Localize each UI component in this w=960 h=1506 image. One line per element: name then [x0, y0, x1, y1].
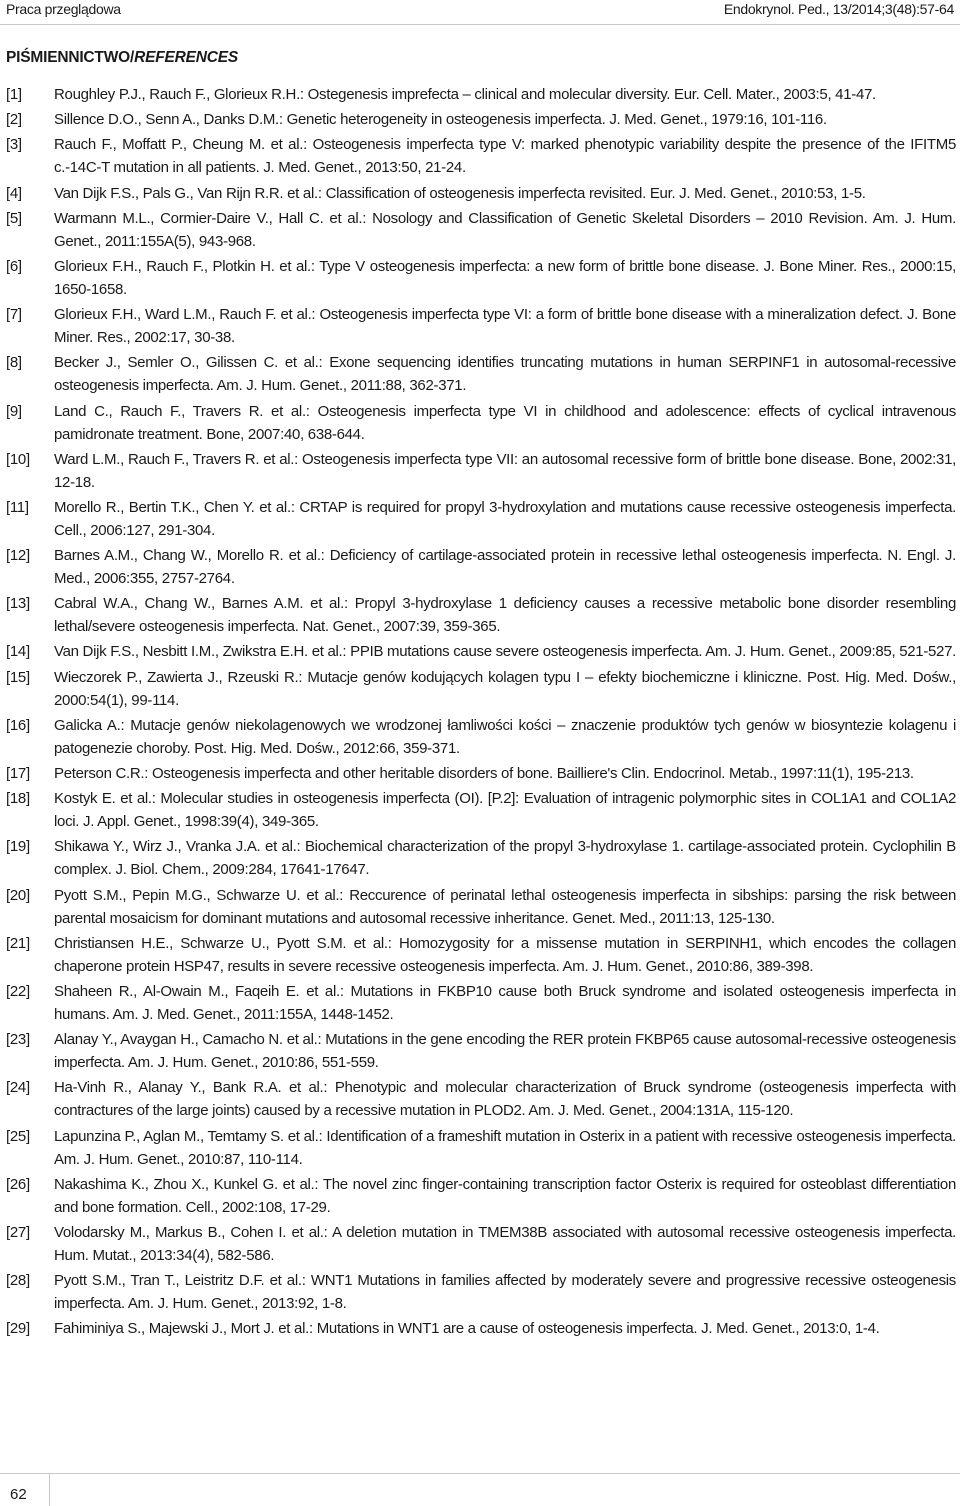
- header-divider: [0, 24, 960, 25]
- reference-number: [25]: [6, 1127, 30, 1145]
- reference-item: [0, 448, 960, 494]
- reference-text: Nakashima K., Zhou X., Kunkel G. et al.: The novel zinc finger-containing transcription factor Osterix is required for osteoblast differentiation and bone formation. Cell., 2002:108, 17-29.: [54, 1175, 956, 1216]
- footer-divider: [0, 1473, 960, 1474]
- section-title: [6, 49, 238, 67]
- reference-number: [29]: [6, 1320, 30, 1338]
- reference-text: Glorieux F.H., Ward L.M., Rauch F. et al.: Osteogenesis imperfecta type VI: a form of brittle bone disease with a mineralization defect. J. Bone Miner. Res., 2002:17, 30-38.: [54, 306, 956, 347]
- reference-text: Peterson C.R.: Osteogenesis imperfecta and other heritable disorders of bone. Bailliere's Clin. Endocrinol. Metab., 1997:11(1), 195-213.: [54, 765, 914, 782]
- reference-text: Land C., Rauch F., Travers R. et al.: Osteogenesis imperfecta type VI in childhood and adolescence: effects of cyclical intravenous pamidronate treatment. Bone, 2007:40, 638-644.: [54, 402, 956, 443]
- reference-number: [2]: [6, 111, 22, 129]
- reference-item: [0, 932, 960, 978]
- reference-text: Barnes A.M., Chang W., Morello R. et al.: Deficiency of cartilage-associated protein in recessive lethal osteogenesis imperfecta. N. Engl. J. Med., 2006:355, 2757-2764.: [54, 547, 956, 588]
- reference-number: [18]: [6, 790, 30, 808]
- reference-item: [0, 884, 960, 930]
- reference-number: [6]: [6, 257, 22, 275]
- reference-item: [0, 714, 960, 760]
- reference-item: [0, 640, 960, 663]
- reference-item: [0, 835, 960, 881]
- section-title-italic: REFERENCES: [134, 49, 239, 66]
- reference-text: Becker J., Semler O., Gilissen C. et al.: Exone sequencing identifies truncating mutations in human SERPINF1 in autosomal-recessive osteogenesis imperfecta. Am. J. Hum. Genet., 2011:88, 362-371.: [54, 354, 956, 395]
- reference-text: Kostyk E. et al.: Molecular studies in osteogenesis imperfecta (OI). [P.2]: Evaluation of intragenic polymorphic sites in COL1A1 and COL1A2 loci. J. Appl. Genet., 1998:39(4), 349-365.: [54, 790, 956, 831]
- reference-text: Christiansen H.E., Schwarze U., Pyott S.M. et al.: Homozygosity for a missense mutation in SERPINH1, which encodes the collagen chaperone protein HSP47, results in severe recessive osteogenesis imperfecta. Am. J. Hum. Genet., 2010:86, 389-398.: [54, 934, 956, 975]
- reference-number: [22]: [6, 982, 30, 1000]
- reference-number: [4]: [6, 184, 22, 202]
- reference-item: [0, 1076, 960, 1122]
- reference-number: [23]: [6, 1031, 30, 1049]
- reference-item: [0, 1221, 960, 1267]
- reference-text: Galicka A.: Mutacje genów niekolagenowych we wrodzonej łamliwości kości – znaczenie produktów tych genów w biosyntezie kolagenu i patogenezie choroby. Post. Hig. Med. Dośw., 2012:66, 359-371.: [54, 716, 956, 757]
- reference-number: [1]: [6, 86, 22, 103]
- reference-number: [15]: [6, 668, 30, 686]
- reference-text: Cabral W.A., Chang W., Barnes A.M. et al.: Propyl 3-hydroxylase 1 deficiency causes a recessive metabolic bone disorder resembling lethal/severe osteogenesis imperfecta. Nat. Genet., 2007:39, 359-365.: [54, 595, 956, 636]
- reference-text: Warmann M.L., Cormier-Daire V., Hall C. et al.: Nosology and Classification of Genetic Skeletal Disorders – 2010 Revision. Am. J. Hum. Genet., 2011:155A(5), 943-968.: [54, 209, 956, 250]
- header-section-label: Praca przeglądowa: [6, 1, 121, 17]
- reference-text: Van Dijk F.S., Nesbitt I.M., Zwikstra E.H. et al.: PPIB mutations cause severe osteogenesis imperfecta. Am. J. Hum. Genet., 2009:85, 521-527.: [54, 643, 957, 661]
- section-title-main: PIŚMIENNICTWO/: [6, 49, 135, 66]
- reference-text: Pyott S.M., Pepin M.G., Schwarze U. et al.: Reccurence of perinatal lethal osteogenesis imperfecta in sibships: parsing the risk between parental mosaicism for dominant mutations and autosomal recessive inheritance. Genet. Med., 2011:13, 125-130.: [54, 886, 956, 927]
- reference-text: Rauch F., Moffatt P., Cheung M. et al.: Osteogenesis imperfecta type V: marked phenotypic variability despite the presence of the IFITM5 c.-14C-T mutation in all patients. J. Med. Genet., 2013:50, 21-24.: [54, 136, 956, 177]
- reference-item: [0, 980, 960, 1026]
- reference-text: Lapunzina P., Aglan M., Temtamy S. et al.: Identification of a frameshift mutation in Osterix in a patient with recessive osteogenesis imperfecta. Am. J. Hum. Genet., 2010:87, 110-114.: [54, 1127, 956, 1168]
- reference-number: [17]: [6, 765, 30, 782]
- header-journal-citation: Endokrynol. Ped., 13/2014;3(48):57-64: [723, 1, 954, 17]
- reference-number: [20]: [6, 886, 30, 904]
- reference-text: Pyott S.M., Tran T., Leistritz D.F. et al.: WNT1 Mutations in families affected by moderately severe and progressive recessive osteogenesis imperfecta. Am. J. Hum. Genet., 2013:92, 1-8.: [54, 1272, 956, 1313]
- reference-text: Roughley P.J., Rauch F., Glorieux R.H.: Ostegenesis imprefecta – clinical and molecular diversity. Eur. Cell. Mater., 2003:5, 41-47.: [54, 86, 876, 103]
- reference-number: [21]: [6, 934, 30, 952]
- reference-number: [13]: [6, 595, 30, 613]
- reference-item: [0, 1269, 960, 1315]
- reference-text: Morello R., Bertin T.K., Chen Y. et al.: CRTAP is required for propyl 3-hydroxylation and mutations cause recessive osteogenesis imperfecta. Cell., 2006:127, 291-304.: [54, 498, 956, 539]
- reference-item: [0, 1173, 960, 1219]
- reference-number: [14]: [6, 643, 30, 661]
- reference-text: Ward L.M., Rauch F., Travers R. et al.: Osteogenesis imperfecta type VII: an autosomal recessive form of brittle bone disease. Bone, 2002:31, 12-18.: [54, 450, 956, 491]
- reference-item: [0, 544, 960, 590]
- reference-item: [0, 666, 960, 712]
- reference-item: [0, 787, 960, 833]
- reference-number: [5]: [6, 209, 22, 227]
- reference-number: [7]: [6, 306, 22, 324]
- reference-item: [0, 496, 960, 542]
- reference-item: [0, 83, 960, 106]
- reference-number: [3]: [6, 136, 22, 154]
- reference-item: [0, 207, 960, 253]
- reference-number: [12]: [6, 547, 30, 565]
- reference-number: [26]: [6, 1175, 30, 1193]
- reference-text: Sillence D.O., Senn A., Danks D.M.: Genetic heterogeneity in osteogenesis imperfecta. J. Med. Genet., 1979:16, 101-116.: [54, 111, 827, 129]
- reference-number: [16]: [6, 716, 30, 734]
- reference-text: Volodarsky M., Markus B., Cohen I. et al.: A deletion mutation in TMEM38B associated with autosomal recessive osteogenesis imperfecta. Hum. Mutat., 2013:34(4), 582-586.: [54, 1223, 956, 1264]
- reference-number: [27]: [6, 1223, 30, 1241]
- reference-item: [0, 182, 960, 205]
- reference-number: [11]: [6, 498, 29, 516]
- page-number: 62: [10, 1486, 27, 1503]
- reference-number: [19]: [6, 838, 30, 856]
- reference-text: Wieczorek P., Zawierta J., Rzeuski R.: Mutacje genów kodujących kolagen typu I – efekty biochemiczne i kliniczne. Post. Hig. Med. Dośw., 2000:54(1), 99-114.: [54, 668, 956, 709]
- reference-item: [0, 1317, 960, 1340]
- reference-item: [0, 592, 960, 638]
- reference-item: [0, 762, 960, 785]
- reference-item: [0, 108, 960, 131]
- reference-number: [8]: [6, 354, 22, 372]
- reference-item: [0, 351, 960, 397]
- reference-number: [10]: [6, 450, 30, 468]
- reference-text: Shaheen R., Al-Owain M., Faqeih E. et al.: Mutations in FKBP10 cause both Bruck syndrome and isolated osteogenesis imperfecta in humans. Am. J. Med. Genet., 2011:155A, 1448-1452.: [54, 982, 956, 1023]
- reference-text: Van Dijk F.S., Pals G., Van Rijn R.R. et al.: Classification of osteogenesis imperfecta revisited. Eur. J. Med. Genet., 2010:53, 1-5.: [54, 184, 866, 202]
- reference-item: [0, 1028, 960, 1074]
- reference-text: Alanay Y., Avaygan H., Camacho N. et al.: Mutations in the gene encoding the RER protein FKBP65 cause autosomal-recessive osteogenesis imperfecta. Am. J. Hum. Genet., 2010:86, 551-559.: [54, 1031, 956, 1072]
- reference-text: Fahiminiya S., Majewski J., Mort J. et al.: Mutations in WNT1 are a cause of osteogenesis imperfecta. J. Med. Genet., 2013:0, 1-4.: [54, 1320, 880, 1338]
- reference-number: [9]: [6, 402, 22, 420]
- footer-vertical-divider: [49, 1474, 50, 1506]
- reference-item: [0, 133, 960, 179]
- reference-item: [0, 255, 960, 301]
- reference-list: [0, 83, 960, 1342]
- reference-text: Ha-Vinh R., Alanay Y., Bank R.A. et al.: Phenotypic and molecular characterization of Bruck syndrome (osteogenesis imperfecta with contractures of the large joints) caused by a recessive mutation in PLOD2. Am. J. Med. Genet., 2004:131A, 115-120.: [54, 1079, 956, 1120]
- reference-item: [0, 1125, 960, 1171]
- reference-text: Glorieux F.H., Rauch F., Plotkin H. et al.: Type V osteogenesis imperfecta: a new form of brittle bone disease. J. Bone Miner. Res., 2000:15, 1650-1658.: [54, 257, 956, 298]
- reference-number: [24]: [6, 1079, 30, 1097]
- reference-text: Shikawa Y., Wirz J., Vranka J.A. et al.: Biochemical characterization of the propyl 3-hydroxylase 1. cartilage-associated protein. Cyclophilin B complex. J. Biol. Chem., 2009:284, 17641-17647.: [54, 838, 956, 879]
- reference-item: [0, 303, 960, 349]
- reference-item: [0, 400, 960, 446]
- reference-number: [28]: [6, 1272, 30, 1290]
